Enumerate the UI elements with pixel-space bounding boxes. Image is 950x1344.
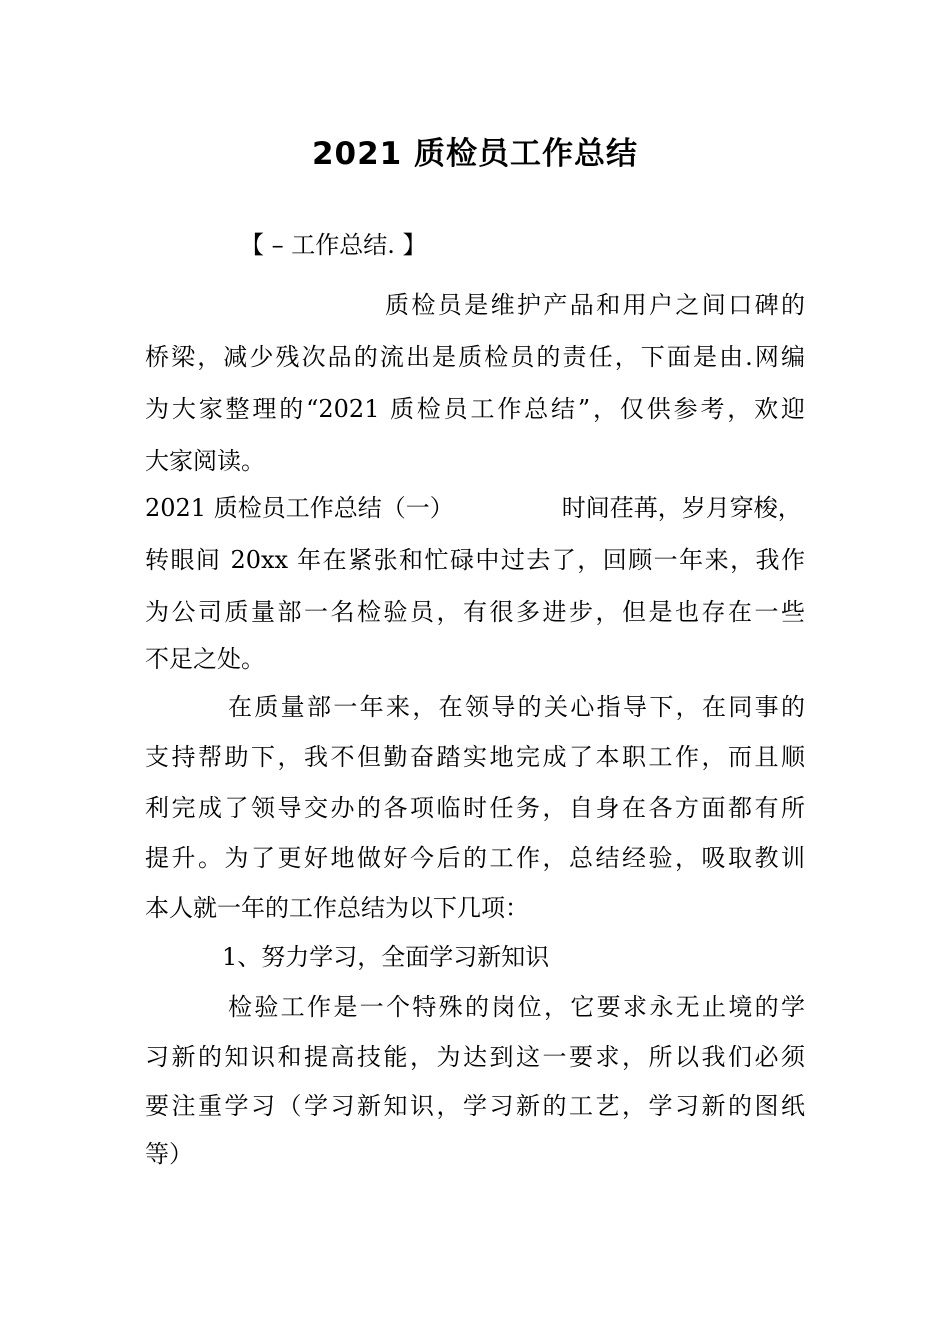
body-line-8: 本人就一年的工作总结为以下几项：: [145, 894, 529, 922]
section-heading-line: [145, 491, 805, 525]
body-line-7: 提升。为了更好地做好今后的工作，总结经验，吸取教训: [145, 844, 805, 872]
body-line-11: 要注重学习（学习新知识，学习新的工艺，学习新的图纸: [145, 1092, 805, 1120]
body-line-6: 利完成了领导交办的各项临时任务，自身在各方面都有所: [145, 794, 805, 822]
intro-line-3: 为大家整理的“2021 质检员工作总结”，仅供参考，欢迎: [145, 395, 805, 423]
body-line-5: 支持帮助下，我不但勤奋踏实地完成了本职工作，而且顺: [145, 743, 805, 771]
intro-line-4: 大家阅读。: [145, 447, 265, 475]
intro-line-1: 质检员是维护产品和用户之间口碑的: [385, 291, 805, 319]
body-line-4: 在质量部一年来，在领导的关心指导下，在同事的: [228, 693, 805, 721]
body-line-9: 检验工作是一个特殊的岗位，它要求永无止境的学: [228, 993, 805, 1021]
body-line-2: 为公司质量部一名检验员，有很多进步，但是也存在一些: [145, 598, 805, 626]
category-tag: 【 – 工作总结. 】: [240, 231, 427, 259]
intro-line-2: 桥梁，减少残次品的流出是质检员的责任，下面是由.网编: [145, 343, 805, 371]
document-title: 2021 质检员工作总结: [311, 136, 639, 172]
list-item-1: 1、努力学习，全面学习新知识: [222, 943, 550, 971]
section-heading: 2021 质检员工作总结（一）: [145, 494, 454, 522]
body-line-1: 转眼间 20xx 年在紧张和忙碌中过去了，回顾一年来，我作: [145, 546, 805, 574]
section-first-text: 时间荏苒，岁月穿梭，: [561, 494, 802, 522]
body-line-10: 习新的知识和提高技能，为达到这一要求，所以我们必须: [145, 1043, 805, 1071]
body-line-3: 不足之处。: [145, 645, 265, 673]
body-line-12: 等）: [145, 1140, 193, 1168]
